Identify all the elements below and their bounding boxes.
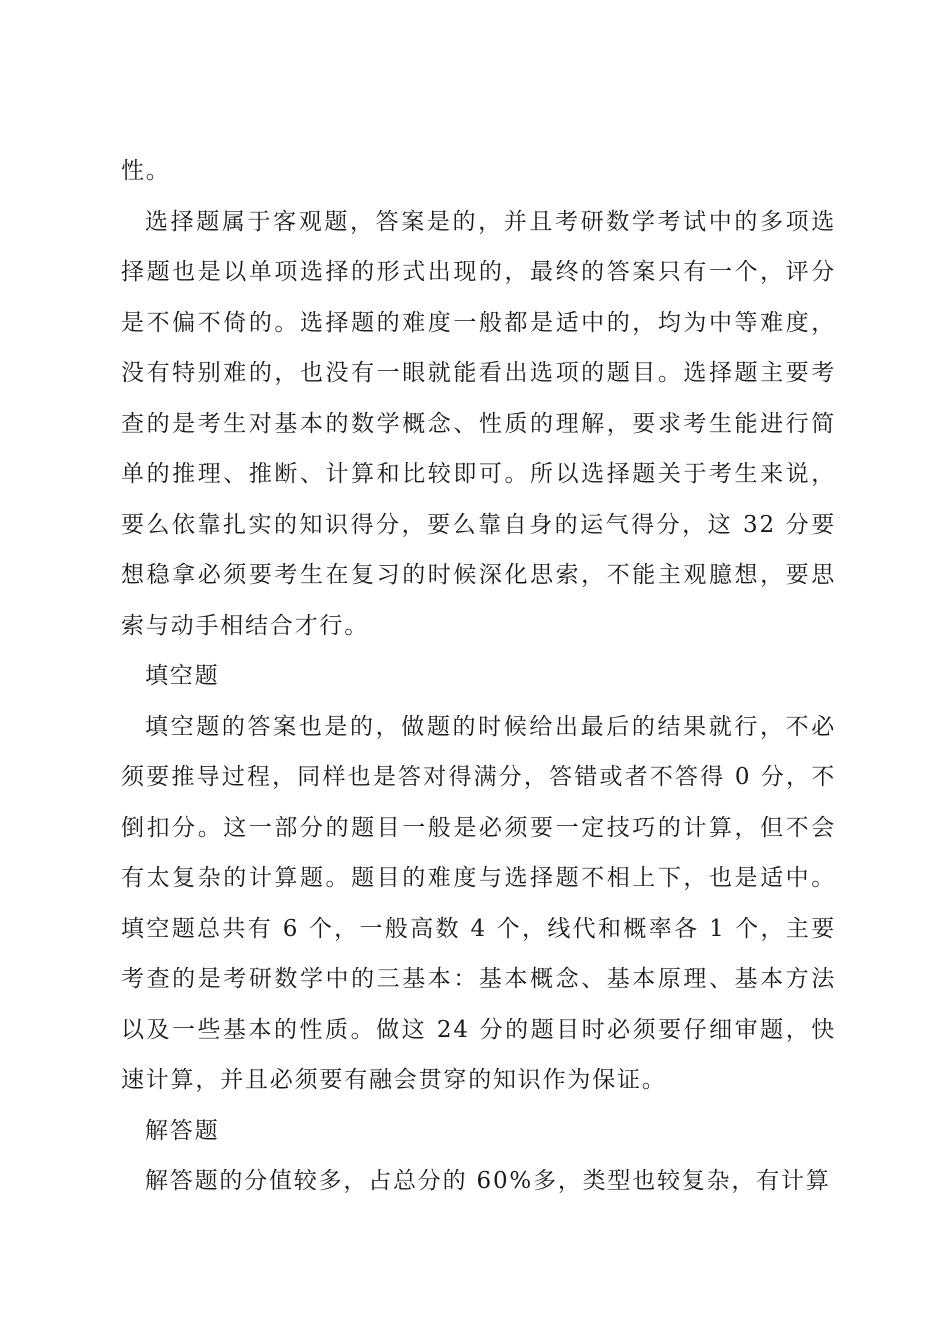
paragraph-continuation: 性。 <box>121 158 171 184</box>
paragraph-choice-questions: 选择题属于客观题，答案是的，并且考研数学考试中的多项选择题也是以单项选择的形式出现的，最终的答案只有一个，评分是不偏不倚的。选择题的难度一般都是适中的，均为中等难度，没有特别难的，也没有一眼就能看出选项的题目。选择题主要考查的是考生对基本的数学概念、性质的理解，要求考生能进行简单的推理、推断、计算和比较即可。所以选择题关于考生来说，要么依靠扎实的知识得分，要么靠自身的运气得分，这 32 分要想稳拿必须要考生在复习的时候深化思索，不能主观臆想，要思索与动手相结合才行。 <box>121 208 836 639</box>
section-heading-answer: 解答题 <box>145 1117 220 1144</box>
document-body <box>121 146 836 1207</box>
paragraph-fill-in-questions: 填空题的答案也是的，做题的时候给出最后的结果就行，不必须要推导过程，同样也是答对得满分，答错或者不答得 0 分，不倒扣分。这一部分的题目一般是必须要一定技巧的计算，但不会有太复杂的计算题。题目的难度与选择题不相上下，也是适中。填空题总共有 6 个，一般高数 4 个，线代和概率各 1 个，主要考查的是考研数学中的三基本：基本概念、基本原理、基本方法以及一些基本的性质。做这 24 分的题目时必须要仔细审题，快速计算，并且必须要有融会贯穿的知识作为保证。 <box>121 713 836 1093</box>
section-heading-fill-in: 填空题 <box>145 663 220 689</box>
paragraph-answer-questions: 解答题的分值较多，占总分的 60%多，类型也较复杂，有计算 <box>145 1168 831 1194</box>
